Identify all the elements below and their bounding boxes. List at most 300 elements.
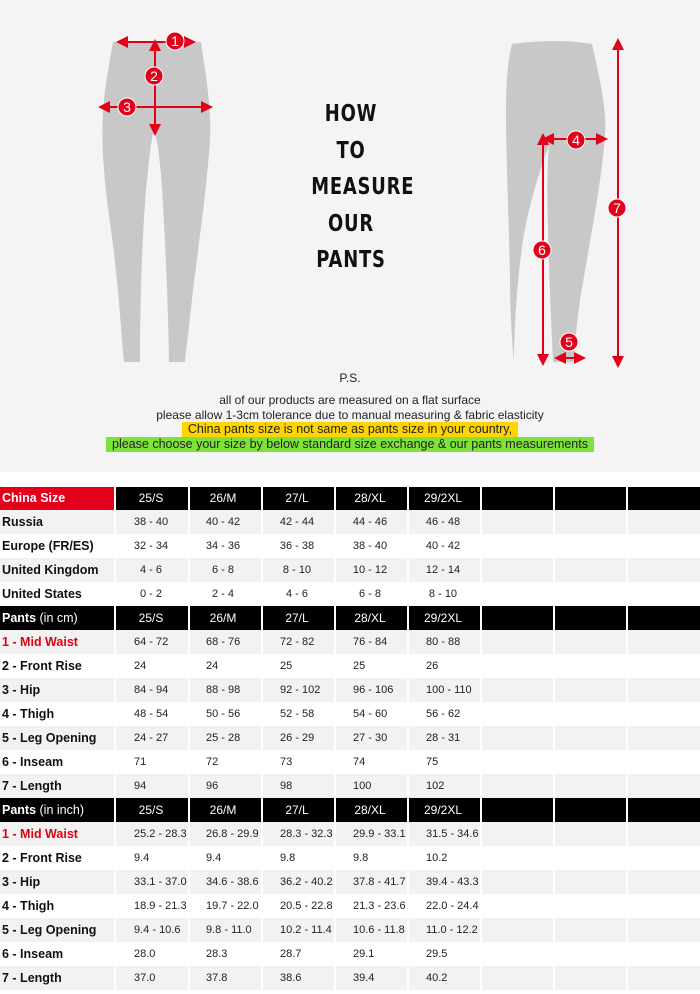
table-cell: 10.2 xyxy=(426,852,448,864)
table-cell: 12 - 14 xyxy=(425,564,461,576)
size_table-header-row xyxy=(0,487,700,510)
highlight-note-2: please choose your size by below standard size exchange & our pants measurements xyxy=(106,437,594,452)
header-size-cell: 25/S xyxy=(138,803,164,817)
column-divider xyxy=(407,894,409,918)
table-cell: 73 xyxy=(280,756,293,768)
column-divider xyxy=(553,678,555,702)
table-row xyxy=(0,702,700,726)
table-cell: 98 xyxy=(280,780,293,792)
table-cell: 37.0 xyxy=(134,972,156,984)
column-divider xyxy=(407,966,409,990)
column-divider xyxy=(626,726,628,750)
column-divider xyxy=(188,630,190,654)
table-row xyxy=(0,942,700,966)
column-divider xyxy=(261,654,263,678)
column-divider xyxy=(626,846,628,870)
column-divider xyxy=(480,966,482,990)
column-divider xyxy=(188,510,190,534)
column-divider xyxy=(334,582,336,606)
header-label-text: Pants xyxy=(2,803,37,817)
column-divider xyxy=(407,678,409,702)
table-cell: 84 - 94 xyxy=(134,684,169,696)
column-divider xyxy=(407,870,409,894)
column-divider xyxy=(188,534,190,558)
table-cell: 38 - 40 xyxy=(352,540,388,552)
column-divider xyxy=(188,702,190,726)
svg-text:6: 6 xyxy=(538,242,546,258)
column-divider xyxy=(114,774,116,798)
size-chart xyxy=(0,487,700,990)
column-divider xyxy=(114,678,116,702)
header-size-cell: 26/M xyxy=(209,803,237,817)
column-divider xyxy=(261,582,263,606)
column-divider xyxy=(407,654,409,678)
table-cell: 6 - 8 xyxy=(211,564,234,576)
table-cell: 52 - 58 xyxy=(280,708,315,720)
column-divider xyxy=(553,702,555,726)
column-divider xyxy=(188,582,190,606)
column-divider xyxy=(553,846,555,870)
tolerance-note: please allow 1-3cm tolerance due to manual measuring & fabric elasticity xyxy=(156,408,544,422)
table-cell: 6 - 8 xyxy=(358,588,381,600)
table-row xyxy=(0,630,700,654)
table-row xyxy=(0,654,700,678)
how-to-measure-heading xyxy=(311,96,415,279)
table-cell: 28.0 xyxy=(134,948,156,960)
column-divider xyxy=(553,798,555,822)
column-divider xyxy=(626,654,628,678)
column-divider xyxy=(407,942,409,966)
column-divider xyxy=(553,918,555,942)
column-divider xyxy=(626,582,628,606)
table-cell: 100 xyxy=(353,780,372,792)
heading-line: TO xyxy=(336,137,366,164)
column-divider xyxy=(261,894,263,918)
column-divider xyxy=(334,774,336,798)
column-divider xyxy=(188,918,190,942)
table-row xyxy=(0,750,700,774)
header-size-cell: 28/XL xyxy=(354,803,386,817)
table-cell: 37.8 - 41.7 xyxy=(353,876,406,888)
column-divider xyxy=(480,654,482,678)
table-cell: 37.8 xyxy=(206,972,228,984)
table-cell: 33.1 - 37.0 xyxy=(134,876,187,888)
column-divider xyxy=(261,750,263,774)
header-size-cell: 28/XL xyxy=(354,611,386,625)
column-divider xyxy=(626,822,628,846)
column-divider xyxy=(407,750,409,774)
row-label: 4 - Thigh xyxy=(2,707,55,721)
heading-line: MEASURE xyxy=(311,174,415,200)
table-cell: 10.2 - 11.4 xyxy=(280,924,332,936)
column-divider xyxy=(334,726,336,750)
table-cell: 2 - 4 xyxy=(211,588,234,600)
column-divider xyxy=(114,894,116,918)
column-divider xyxy=(261,822,263,846)
row-label: 3 - Hip xyxy=(2,683,41,697)
column-divider xyxy=(334,870,336,894)
row-label: 4 - Thigh xyxy=(2,899,55,913)
header-unit: (in inch) xyxy=(36,803,84,817)
table-cell: 24 xyxy=(134,660,147,672)
ps-label: P.S. xyxy=(339,371,361,385)
table-cell: 96 xyxy=(206,780,219,792)
marker-2 xyxy=(145,67,163,85)
header-size-cell: 27/L xyxy=(285,491,309,505)
table-cell: 28.3 xyxy=(206,948,228,960)
table-cell: 8 - 10 xyxy=(282,564,312,576)
row-label: 6 - Inseam xyxy=(2,947,64,961)
column-divider xyxy=(114,846,116,870)
table-cell: 27 - 30 xyxy=(353,732,388,744)
column-divider xyxy=(553,630,555,654)
column-divider xyxy=(261,606,263,630)
table-cell: 8 - 10 xyxy=(428,588,458,600)
column-divider xyxy=(407,822,409,846)
header-label xyxy=(2,798,84,822)
table-cell: 32 - 34 xyxy=(133,540,169,552)
table-cell: 71 xyxy=(134,756,147,768)
column-divider xyxy=(553,534,555,558)
table-cell: 29.9 - 33.1 xyxy=(353,828,406,840)
column-divider xyxy=(480,894,482,918)
table-cell: 50 - 56 xyxy=(206,708,241,720)
table-cell: 4 - 6 xyxy=(139,564,162,576)
column-divider xyxy=(188,654,190,678)
row-label: 7 - Length xyxy=(2,779,62,793)
column-divider xyxy=(188,870,190,894)
svg-text:2: 2 xyxy=(150,68,158,84)
table-cell: 40.2 xyxy=(426,972,448,984)
column-divider xyxy=(334,942,336,966)
column-divider xyxy=(626,894,628,918)
column-divider xyxy=(114,606,116,630)
table-cell: 26 xyxy=(426,660,439,672)
column-divider xyxy=(188,774,190,798)
column-divider xyxy=(553,966,555,990)
column-divider xyxy=(480,774,482,798)
table-cell: 24 - 27 xyxy=(134,732,169,744)
front-leggings-shape xyxy=(102,42,210,362)
column-divider xyxy=(188,558,190,582)
column-divider xyxy=(626,487,628,510)
column-divider xyxy=(407,534,409,558)
row-label: United Kingdom xyxy=(2,563,99,577)
table-cell: 11.0 - 12.2 xyxy=(426,924,478,936)
column-divider xyxy=(626,510,628,534)
table-cell: 48 - 54 xyxy=(134,708,169,720)
table-row xyxy=(0,582,700,606)
svg-text:7: 7 xyxy=(613,200,621,216)
table-cell: 24 xyxy=(206,660,219,672)
table-row xyxy=(0,558,700,582)
table-cell: 88 - 98 xyxy=(206,684,241,696)
column-divider xyxy=(261,774,263,798)
column-divider xyxy=(480,582,482,606)
column-divider xyxy=(114,487,116,510)
column-divider xyxy=(188,822,190,846)
table-row xyxy=(0,510,700,534)
header-label xyxy=(2,487,65,510)
header-size-cell: 26/M xyxy=(209,611,237,625)
table-cell: 36 - 38 xyxy=(279,540,315,552)
column-divider xyxy=(480,487,482,510)
heading-line: PANTS xyxy=(316,247,386,273)
column-divider xyxy=(553,582,555,606)
column-divider xyxy=(626,942,628,966)
column-divider xyxy=(114,582,116,606)
column-divider xyxy=(480,726,482,750)
table-cell: 19.7 - 22.0 xyxy=(206,900,259,912)
table-cell: 9.4 - 10.6 xyxy=(134,924,181,936)
column-divider xyxy=(407,846,409,870)
marker-6 xyxy=(533,241,551,259)
table-cell: 4 - 6 xyxy=(285,588,308,600)
column-divider xyxy=(188,846,190,870)
column-divider xyxy=(480,846,482,870)
table-cell: 92 - 102 xyxy=(280,684,321,696)
column-divider xyxy=(188,750,190,774)
column-divider xyxy=(626,606,628,630)
cm_table-header-row xyxy=(0,606,700,630)
column-divider xyxy=(261,798,263,822)
column-divider xyxy=(114,702,116,726)
column-divider xyxy=(114,918,116,942)
header-size-cell: 27/L xyxy=(285,803,309,817)
header-size-cell: 28/XL xyxy=(354,491,386,505)
column-divider xyxy=(188,966,190,990)
column-divider xyxy=(334,798,336,822)
marker-4 xyxy=(567,131,585,149)
column-divider xyxy=(407,630,409,654)
side-leggings-shape xyxy=(506,41,605,362)
table-cell: 38 - 40 xyxy=(133,516,169,528)
column-divider xyxy=(188,678,190,702)
column-divider xyxy=(261,726,263,750)
column-divider xyxy=(553,894,555,918)
table-cell: 25 - 28 xyxy=(206,732,241,744)
column-divider xyxy=(261,966,263,990)
column-divider xyxy=(407,558,409,582)
column-divider xyxy=(114,534,116,558)
table-cell: 10 - 12 xyxy=(352,564,388,576)
column-divider xyxy=(407,798,409,822)
table-cell: 38.6 xyxy=(280,972,302,984)
column-divider xyxy=(407,510,409,534)
table-cell: 9.8 xyxy=(353,852,369,864)
column-divider xyxy=(261,846,263,870)
table-cell: 36.2 - 40.2 xyxy=(280,876,333,888)
table-cell: 21.3 - 23.6 xyxy=(353,900,406,912)
column-divider xyxy=(261,630,263,654)
column-divider xyxy=(334,606,336,630)
column-divider xyxy=(334,630,336,654)
column-divider xyxy=(114,630,116,654)
table-cell: 18.9 - 21.3 xyxy=(134,900,187,912)
table-cell: 64 - 72 xyxy=(134,636,169,648)
column-divider xyxy=(553,750,555,774)
row-label: 5 - Leg Opening xyxy=(2,923,97,937)
table-cell: 76 - 84 xyxy=(353,636,388,648)
column-divider xyxy=(553,487,555,510)
table-cell: 54 - 60 xyxy=(353,708,388,720)
header-size-cell: 25/S xyxy=(138,491,164,505)
table-cell: 44 - 46 xyxy=(352,516,388,528)
table-cell: 80 - 88 xyxy=(426,636,461,648)
column-divider xyxy=(553,870,555,894)
highlight-note-2-wrap xyxy=(0,437,700,452)
svg-text:1: 1 xyxy=(171,33,179,49)
column-divider xyxy=(261,487,263,510)
column-divider xyxy=(334,966,336,990)
header-label-text: Pants xyxy=(2,611,37,625)
header-label xyxy=(2,606,78,630)
column-divider xyxy=(334,918,336,942)
column-divider xyxy=(114,726,116,750)
column-divider xyxy=(261,870,263,894)
column-divider xyxy=(261,534,263,558)
column-divider xyxy=(480,702,482,726)
heading-line: HOW xyxy=(324,101,378,127)
table-cell: 39.4 xyxy=(353,972,375,984)
table-cell: 25 xyxy=(280,660,293,672)
column-divider xyxy=(553,822,555,846)
column-divider xyxy=(188,606,190,630)
column-divider xyxy=(407,918,409,942)
header-size-cell: 29/2XL xyxy=(423,611,463,625)
table-cell: 75 xyxy=(426,756,439,768)
column-divider xyxy=(114,798,116,822)
column-divider xyxy=(261,702,263,726)
column-divider xyxy=(114,870,116,894)
column-divider xyxy=(553,774,555,798)
table-cell: 28.3 - 32.3 xyxy=(280,828,333,840)
row-label: 6 - Inseam xyxy=(2,755,64,769)
flat-surface-note: all of our products are measured on a flat surface xyxy=(219,393,481,407)
header-size-cell: 26/M xyxy=(209,491,237,505)
column-divider xyxy=(114,510,116,534)
table-cell: 102 xyxy=(426,780,445,792)
column-divider xyxy=(480,510,482,534)
table-cell: 25 xyxy=(353,660,366,672)
column-divider xyxy=(480,918,482,942)
column-divider xyxy=(626,702,628,726)
row-label: Europe (FR/ES) xyxy=(2,539,94,553)
inch_table-header-row xyxy=(0,798,700,822)
highlight-note-1-wrap xyxy=(0,422,700,437)
row-label: 1 - Mid Waist xyxy=(2,827,78,841)
table-row xyxy=(0,774,700,798)
table-row xyxy=(0,894,700,918)
table-cell: 40 - 42 xyxy=(205,516,241,528)
table-row xyxy=(0,966,700,990)
column-divider xyxy=(334,750,336,774)
table-cell: 72 - 82 xyxy=(280,636,315,648)
column-divider xyxy=(553,726,555,750)
column-divider xyxy=(261,918,263,942)
marker-5 xyxy=(560,333,578,351)
table-cell: 42 - 44 xyxy=(279,516,315,528)
header-size-cell: 27/L xyxy=(285,611,309,625)
table-row xyxy=(0,822,700,846)
column-divider xyxy=(480,942,482,966)
column-divider xyxy=(407,606,409,630)
table-cell: 26 - 29 xyxy=(280,732,315,744)
column-divider xyxy=(334,678,336,702)
table-cell: 34 - 36 xyxy=(205,540,241,552)
column-divider xyxy=(114,654,116,678)
table-row xyxy=(0,726,700,750)
column-divider xyxy=(334,654,336,678)
table-row xyxy=(0,534,700,558)
column-divider xyxy=(261,942,263,966)
column-divider xyxy=(188,726,190,750)
table-row xyxy=(0,870,700,894)
header-size-cell: 29/2XL xyxy=(423,491,463,505)
row-label: 2 - Front Rise xyxy=(2,659,82,673)
table-cell: 39.4 - 43.3 xyxy=(426,876,479,888)
row-label: 5 - Leg Opening xyxy=(2,731,97,745)
svg-text:5: 5 xyxy=(565,334,573,350)
column-divider xyxy=(626,750,628,774)
header-unit: (in cm) xyxy=(36,611,78,625)
column-divider xyxy=(626,774,628,798)
column-divider xyxy=(553,606,555,630)
column-divider xyxy=(626,558,628,582)
table-row xyxy=(0,918,700,942)
table-cell: 10.6 - 11.8 xyxy=(353,924,405,936)
table-cell: 40 - 42 xyxy=(425,540,461,552)
column-divider xyxy=(334,534,336,558)
column-divider xyxy=(334,558,336,582)
marker-1 xyxy=(166,32,184,50)
table-cell: 96 - 106 xyxy=(353,684,394,696)
table-row xyxy=(0,678,700,702)
header-label-text: China Size xyxy=(2,491,66,505)
column-divider xyxy=(626,918,628,942)
table-cell: 9.4 xyxy=(134,852,150,864)
column-divider xyxy=(626,798,628,822)
column-divider xyxy=(334,846,336,870)
column-divider xyxy=(334,702,336,726)
row-label: Russia xyxy=(2,515,43,529)
column-divider xyxy=(114,750,116,774)
marker-7 xyxy=(608,199,626,217)
column-divider xyxy=(261,510,263,534)
highlight-note-1: China pants size is not same as pants size in your country, xyxy=(182,422,518,437)
column-divider xyxy=(407,726,409,750)
column-divider xyxy=(480,606,482,630)
column-divider xyxy=(553,558,555,582)
table-cell: 100 - 110 xyxy=(426,684,472,696)
column-divider xyxy=(626,870,628,894)
column-divider xyxy=(334,894,336,918)
column-divider xyxy=(626,966,628,990)
column-divider xyxy=(407,582,409,606)
table-cell: 0 - 2 xyxy=(139,588,162,600)
row-label: 3 - Hip xyxy=(2,875,41,889)
table-cell: 9.4 xyxy=(206,852,222,864)
row-label: 2 - Front Rise xyxy=(2,851,82,865)
table-cell: 9.8 xyxy=(280,852,296,864)
column-divider xyxy=(188,798,190,822)
column-divider xyxy=(334,822,336,846)
table-row xyxy=(0,846,700,870)
table-cell: 72 xyxy=(206,756,219,768)
row-label: 1 - Mid Waist xyxy=(2,635,78,649)
row-label: United States xyxy=(2,587,82,601)
table-cell: 34.6 - 38.6 xyxy=(206,876,259,888)
